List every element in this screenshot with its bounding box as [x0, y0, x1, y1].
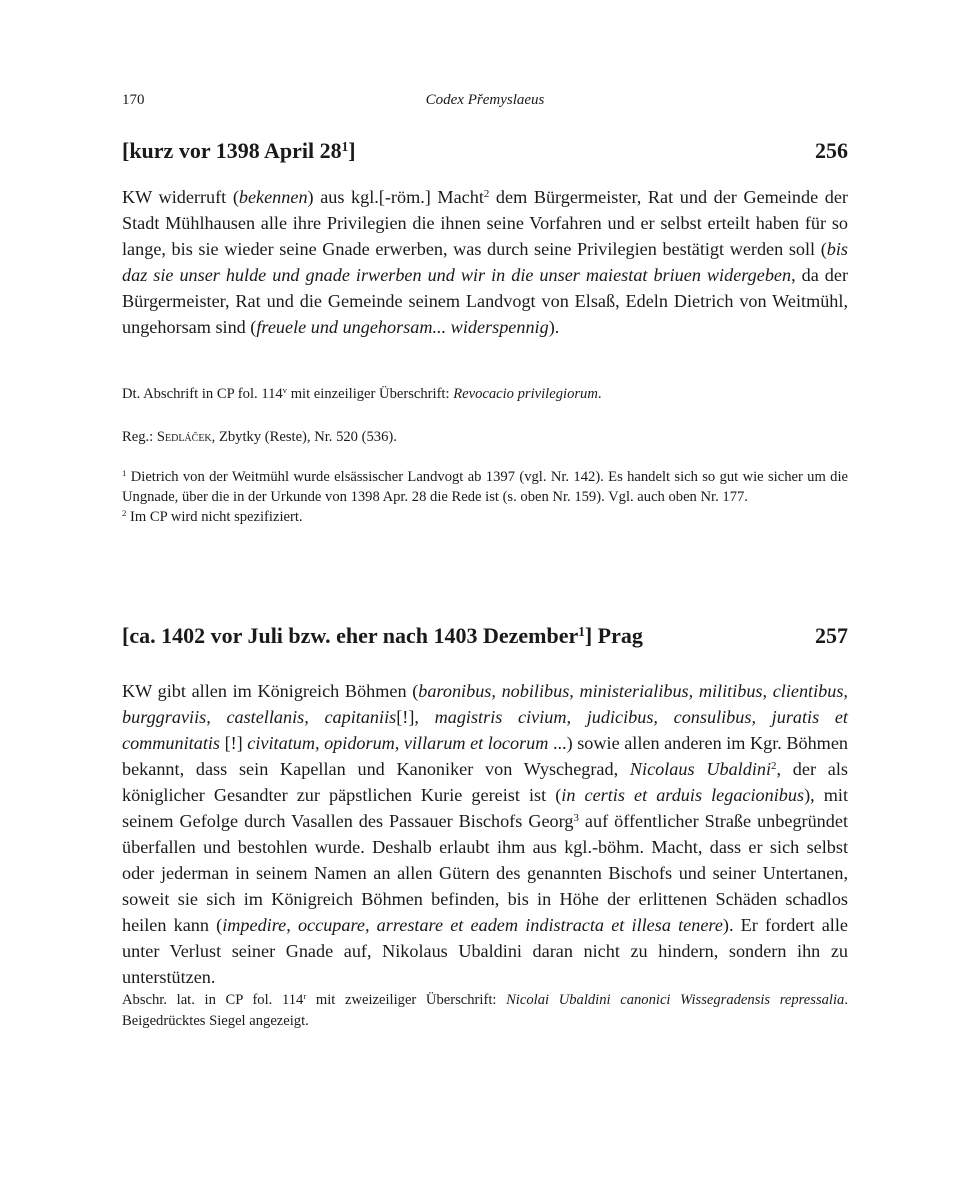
entry-257-regest: KW gibt allen im Königreich Böhmen (baronibus, nobilibus, ministerialibus, militibus, clientibus, burggraviis, castellanis, capitaniis[!], magistris civium, judicibus, consulibus, juratis et communitatis [!] civitatum, opidorum, villarum et locorum ...) sowie allen anderen im Kgr. Böhmen bekannt, dass sein Kapellan und Kanoniker von Wyschegrad, Nicolaus Ubaldini$^2$, der als königlicher Gesandter zur päpstlichen Kurie gereist ist (in certis et arduis legacionibus), mit seinem Gefolge durch Vasallen des Passauer Bischofs Georg$^3$ auf öffentlicher Straße unbegründet überfallen und bestohlen wurde. Deshalb erlaubt ihm aus kgl.-böhm. Macht, dass er sich selbst oder jederman in seinem Namen an allen Gütern des genannten Bischofs und seiner Untertanen, soweit sie sich im Königreich Böhmen befinden, bis in Höhe der erlittenen Schäden schadlos heilen kann (impedire, occupare, arrestare et eadem indistracta et illesa tenere). Er fordert alle unter Verlust seiner Gnade auf, Nikolaus Ubaldini daran nicht zu hindern, sondern ihn zu unterstützen.	[122, 681, 848, 987]
entry-256-heading	[122, 138, 848, 172]
entry-number: 256	[815, 138, 848, 163]
entry-number: 257	[815, 623, 848, 648]
entry-257-heading	[122, 623, 848, 657]
entry-256-source-note: Dt. Abschrift in CP fol. 114$^v$ mit einzeiliger Überschrift: Revocacio privilegiorum.	[122, 385, 602, 402]
entry-257-source-note: Abschr. lat. in CP fol. 114$^r$ mit zweizeiliger Überschrift: Nicolai Ubaldini canonici Wissegradensis repressalia. Beigedrücktes Siegel angezeigt.	[122, 991, 848, 1029]
footnote-marker: 2	[483, 188, 490, 200]
footnote-marker: 2	[771, 760, 777, 772]
footnote-2: $^2$ Im CP wird nicht spezifiziert.	[122, 508, 303, 525]
footnote-marker: 3	[573, 812, 579, 824]
page-number: 170	[122, 92, 145, 108]
entry-256-footnotes	[122, 467, 848, 527]
running-title: Codex Přemyslaeus	[425, 92, 545, 108]
entry-256-regesta-note: Reg.: Sedláček, Zbytky (Reste), Nr. 520 (536).	[122, 429, 397, 445]
footnote-marker: 1	[578, 623, 585, 639]
entry-date: [ca. 1402 vor Juli bzw. eher nach 1403 Dezember$^1$] Prag	[122, 623, 643, 648]
footnote-marker: 1	[341, 138, 349, 154]
entry-date: [kurz vor 1398 April $28^1$]	[122, 138, 356, 163]
footnote-1: $^1$ Dietrich von der Weitmühl wurde elsässischer Landvogt ab 1397 (vgl. Nr. 142). Es handelt sich so gut wie sicher um die Ungnade, über die in der Urkunde von 1398 Apr. 28 die Rede ist (s. oben Nr. 159). Vgl. auch oben Nr. 177.	[122, 468, 848, 505]
entry-256-regest: KW widerruft (bekennen) aus kgl.[-röm.] Macht$^2$ dem Bürgermeister, Rat und der Gemeinde der Stadt Mühlhausen alle ihre Privilegien die ihnen seine Vorfahren und er selbst erteilt haben für so lange, bis sie wieder seine Gnade erwerben, was durch seine Privilegien bestätigt werden soll (bis daz sie unser hulde und gnade irwerben und wir in die unser maiestat briuen widergeben, da der Bürgermeister, Rat und die Gemeinde seinem Landvogt von Elsaß, Edeln Dietrich von Weitmühl, ungehorsam sind (freuele und ungehorsam... widerspennig).	[122, 187, 848, 337]
running-header	[122, 92, 848, 116]
